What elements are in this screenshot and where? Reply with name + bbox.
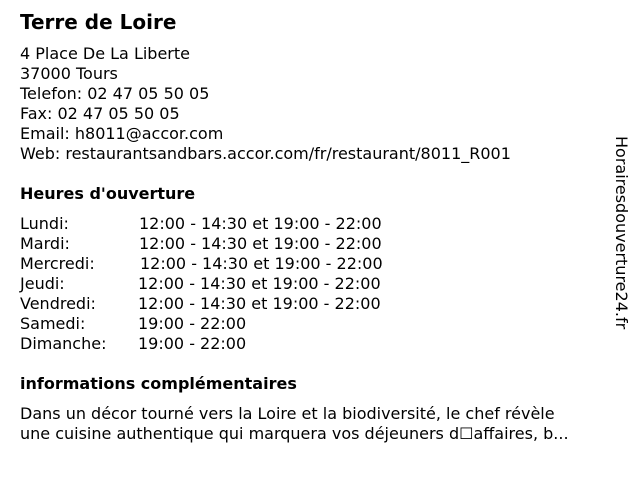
address-street: 4 Place De La Liberte: [20, 44, 190, 63]
hours-day: Dimanche:: [20, 334, 107, 353]
hours-row-monday: [20, 214, 440, 234]
hours-time: 12:00 - 14:30 et 19:00 - 22:00: [138, 274, 381, 293]
hours-time: 12:00 - 14:30 et 19:00 - 22:00: [139, 234, 382, 253]
hours-row-thursday: [20, 274, 440, 294]
fax-line: Fax: 02 47 05 50 05: [20, 104, 180, 123]
hours-day: Lundi:: [20, 214, 69, 233]
hours-row-friday: [20, 294, 440, 314]
hours-row-wednesday: [20, 254, 440, 274]
hours-time: 19:00 - 22:00: [138, 334, 247, 353]
site-watermark: Horairesdouverture24.fr: [612, 136, 631, 330]
hours-day: Jeudi:: [20, 274, 65, 293]
hours-day: Samedi:: [20, 314, 86, 333]
hours-time: 12:00 - 14:30 et 19:00 - 22:00: [138, 294, 381, 313]
hours-day: Vendredi:: [20, 294, 96, 313]
additional-info-heading: informations complémentaires: [20, 374, 297, 393]
contact-block: [20, 44, 511, 164]
opening-hours-heading: Heures d'ouverture: [20, 184, 196, 203]
hours-day: Mercredi:: [20, 254, 95, 273]
address-city: 37000 Tours: [20, 64, 118, 83]
hours-row-saturday: [20, 314, 440, 334]
hours-row-sunday: [20, 334, 440, 354]
description-line: une cuisine authentique qui marquera vos déjeuners d☐affaires, b...: [20, 424, 569, 443]
hours-day: Mardi:: [20, 234, 70, 253]
restaurant-name: Terre de Loire: [20, 10, 177, 34]
email-line: Email: h8011@accor.com: [20, 124, 224, 143]
description-line: Dans un décor tourné vers la Loire et la biodiversité, le chef révèle: [20, 404, 555, 423]
web-line: Web: restaurantsandbars.accor.com/fr/restaurant/8011_R001: [20, 144, 511, 163]
phone-line: Telefon: 02 47 05 50 05: [20, 84, 210, 103]
hours-row-tuesday: [20, 234, 440, 254]
hours-time: 12:00 - 14:30 et 19:00 - 22:00: [139, 214, 382, 233]
hours-time: 12:00 - 14:30 et 19:00 - 22:00: [140, 254, 383, 273]
hours-time: 19:00 - 22:00: [138, 314, 247, 333]
opening-hours-table: [20, 214, 440, 354]
description-text: [20, 404, 620, 444]
